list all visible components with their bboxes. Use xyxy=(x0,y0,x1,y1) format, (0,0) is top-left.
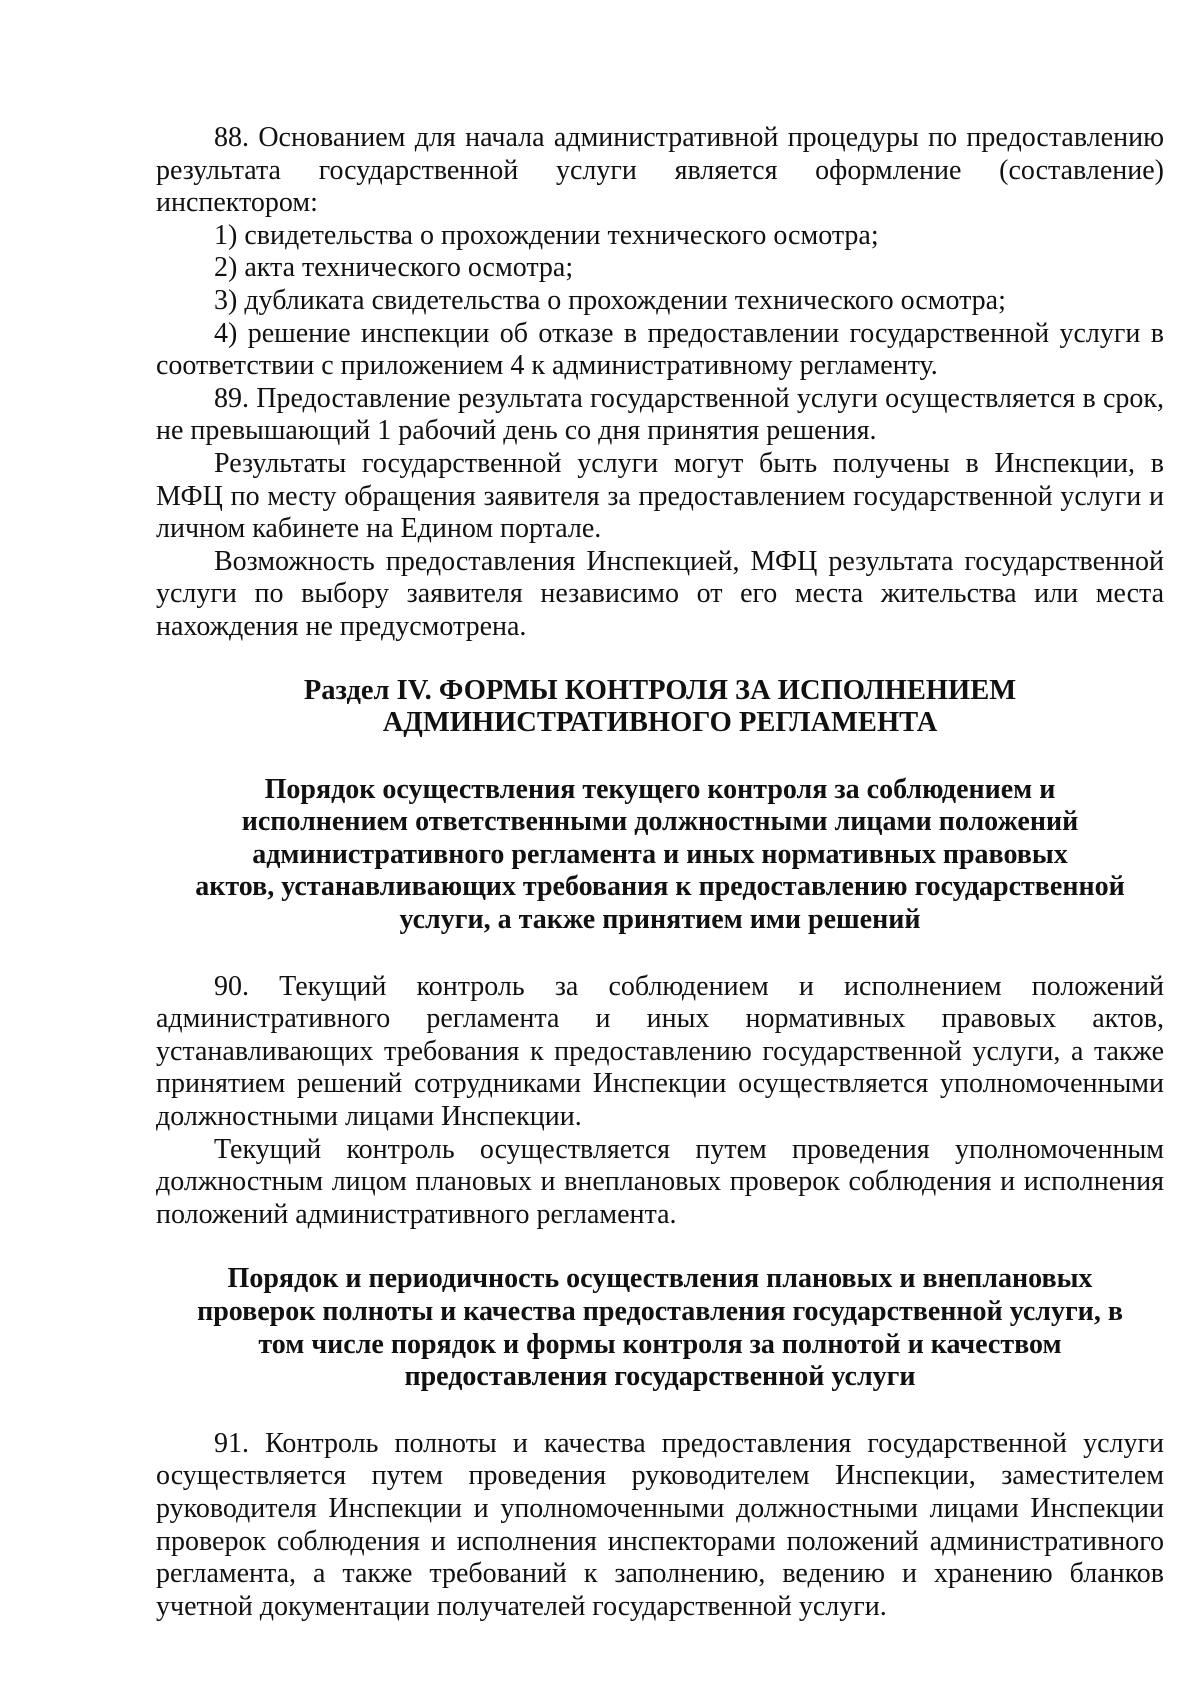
paragraph-89: 89. Предоставление результата государственной услуги осуществляется в срок, не превышающий 1 рабочий день со дня принятия решения. xyxy=(156,382,1164,447)
subheading-line: проверок полноты и качества предоставления государственной услуги, в xyxy=(197,1296,1123,1327)
section-title-line: Раздел IV. ФОРМЫ КОНТРОЛЯ ЗА ИСПОЛНЕНИЕМ xyxy=(303,674,1017,706)
subheading-line: Порядок осуществления текущего контроля за соблюдением и xyxy=(264,773,1056,805)
paragraph-89-results: Результаты государственной услуги могут быть получены в Инспекции, в МФЦ по месту обращения заявителя за предоставлением государственной услуги и личном кабинете на Едином портале. xyxy=(156,447,1164,545)
paragraph-91: 91. Контроль полноты и качества предоставления государственной услуги осуществляется путем проведения руководителем Инспекции, заместителем руководителя Инспекции и уполномоченными должностными лицами Инспекции проверок соблюдения и исполнения инспекторами положений административного регламента, а также требований к заполнению, ведению и хранению бланков учетной документации получателей государственной услуги. xyxy=(156,1427,1164,1622)
section-title-line: АДМИНИСТРАТИВНОГО РЕГЛАМЕНТА xyxy=(382,707,938,739)
list-item: 1) свидетельства о прохождении технического осмотра; xyxy=(214,219,879,251)
subheading-periodic-checks xyxy=(156,1263,1164,1393)
document-page xyxy=(156,122,1164,1623)
subheading-line: Порядок и периодичность осуществления плановых и внеплановых xyxy=(227,1263,1093,1295)
subheading-line: услуги, а также принятием ими решений xyxy=(399,904,921,936)
subheading-line: предоставления государственной услуги xyxy=(404,1361,916,1393)
paragraph-90: 90. Текущий контроль за соблюдением и исполнением положений административного регламента и иных нормативных правовых актов, устанавливающих требования к предоставлению государственной услуги, а также принятием решений сотрудниками Инспекции осуществляется уполномоченными должностными лицами Инспекции. xyxy=(156,970,1164,1133)
subheading-line: исполнением ответственными должностными лицами положений xyxy=(241,806,1079,838)
subheading-line: том числе порядок и формы контроля за полнотой и качеством xyxy=(258,1328,1062,1360)
paragraph-88-intro: 88. Основанием для начала административной процедуры по предоставлению результата государственной услуги является оформление (составление) инспектором: xyxy=(156,122,1164,219)
paragraph-90-current-control: Текущий контроль осуществляется путем проведения уполномоченным должностным лицом плановых и внеплановых проверок соблюдения и исполнения положений административного регламента. xyxy=(156,1133,1164,1230)
paragraph-89-possibility: Возможность предоставления Инспекцией, МФЦ результата государственной услуги по выбору заявителя независимо от его места жительства или места нахождения не предусмотрена. xyxy=(156,545,1164,642)
list-item: 2) акта технического осмотра; xyxy=(214,252,574,284)
subheading-line: административного регламента и иных нормативных правовых xyxy=(252,838,1068,870)
section-title xyxy=(156,675,1164,740)
list-item: 3) дубликата свидетельства о прохождении технического осмотра; xyxy=(214,284,1006,316)
subheading-line: актов, устанавливающих требования к предоставлению государственной xyxy=(195,871,1125,903)
subheading-current-control xyxy=(156,774,1164,937)
list-item: 4) решение инспекции об отказе в предоставлении государственной услуги в соответствии с приложением 4 к административному регламенту. xyxy=(156,317,1164,382)
